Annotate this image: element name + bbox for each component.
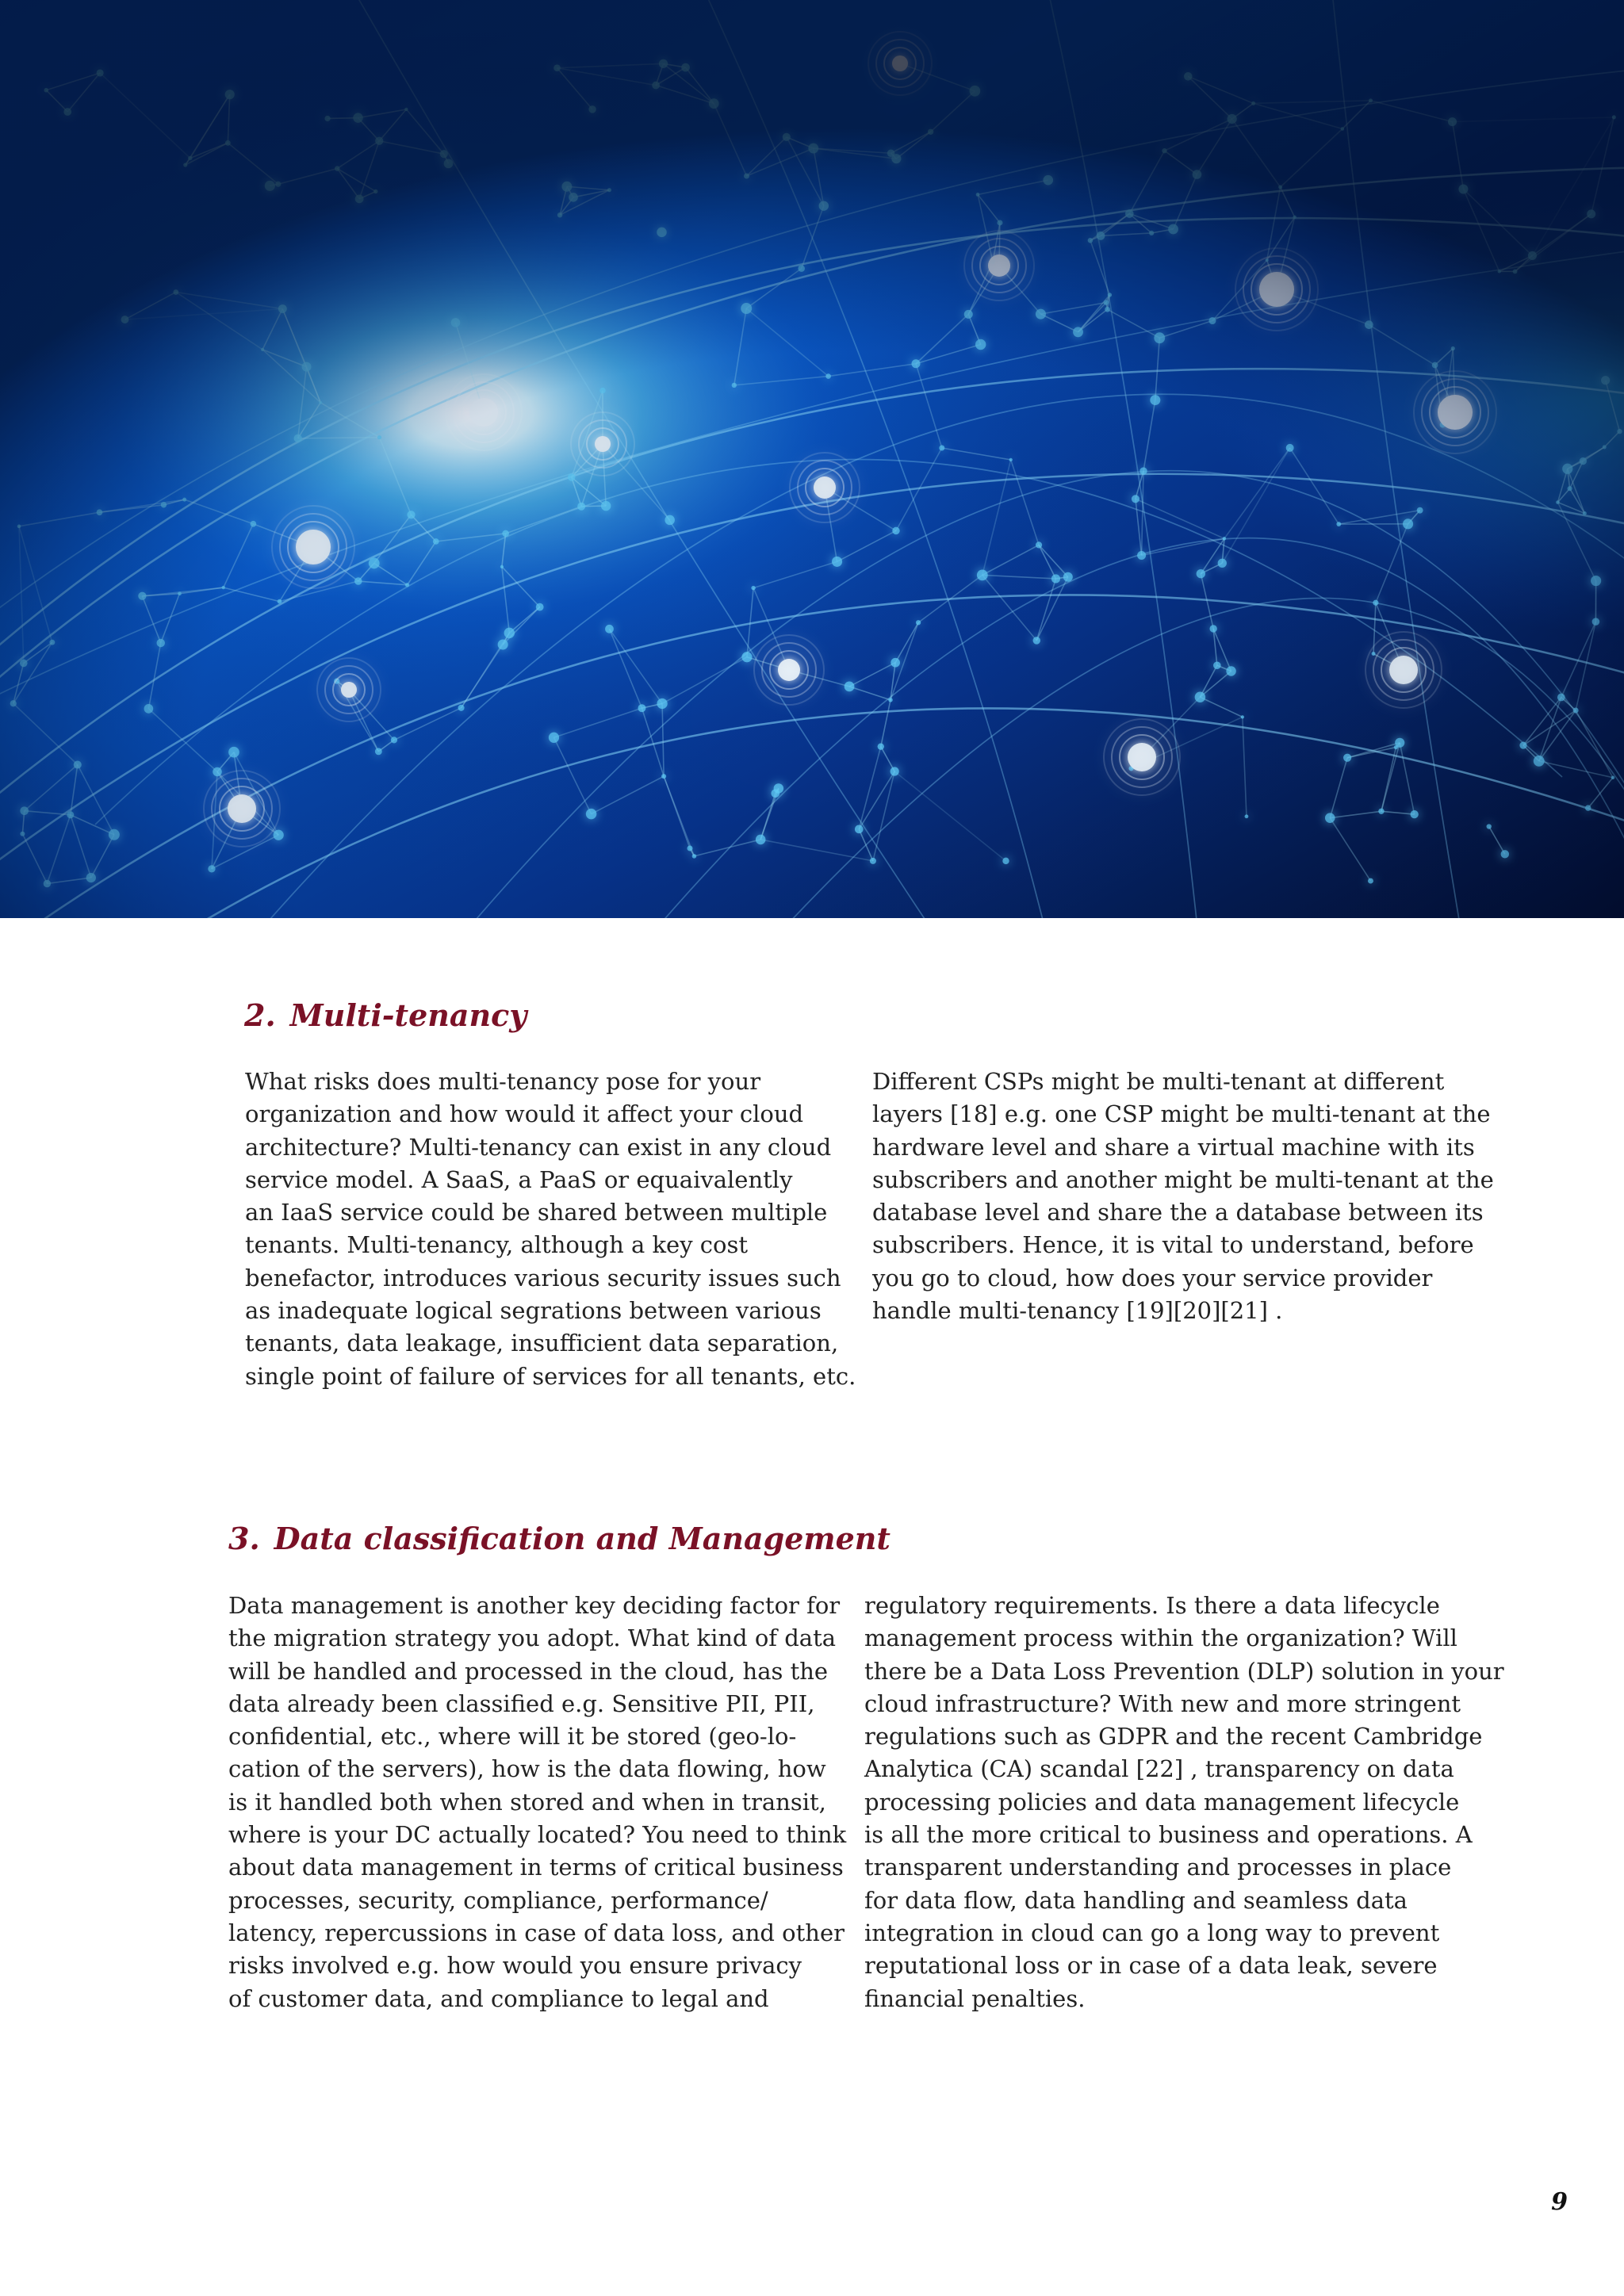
- text-line: the migration strategy you adopt. What kind of data: [228, 1624, 837, 1652]
- text-line: latency, repercussions in case of data loss, and other: [228, 1919, 845, 1946]
- text-line: cation of the servers), how is the data flowing, how: [228, 1755, 826, 1783]
- text-line: hardware level and share a virtual machine with its: [872, 1133, 1475, 1161]
- data-classification-left-column: [228, 1590, 847, 2015]
- text-line: transparent understanding and processes in place: [864, 1854, 1452, 1881]
- text-line: there be a Data Loss Prevention (DLP) solution in your: [864, 1657, 1504, 1685]
- text-line: Different CSPs might be multi-tenant at different: [872, 1068, 1445, 1095]
- page-number: 9: [1551, 2188, 1568, 2216]
- text-line: processing policies and data management lifecycle: [864, 1788, 1460, 1816]
- text-line: benefactor, introduces various security issues such: [245, 1264, 841, 1292]
- text-line: for data flow, data handling and seamless data: [864, 1886, 1408, 1914]
- text-line: is it handled both when stored and when in transit,: [228, 1788, 826, 1816]
- multi-tenancy-right-column: [872, 1066, 1494, 1327]
- text-line: handle multi-tenancy [19][20][21] .: [872, 1297, 1283, 1325]
- text-line: database level and share the a database between its: [872, 1199, 1484, 1226]
- text-line: integration in cloud can go a long way to prevent: [864, 1919, 1440, 1946]
- text-line: management process within the organization? Will: [864, 1624, 1457, 1652]
- section-heading-multi-tenancy: [244, 995, 527, 1036]
- text-line: Analytica (CA) scandal [22] , transparency on data: [864, 1755, 1454, 1783]
- section-heading-data-classification: [228, 1518, 891, 1559]
- section-title: Data classification and Management: [274, 1521, 891, 1556]
- text-line: as inadequate logical segrations between various: [245, 1297, 822, 1325]
- data-classification-right-column: [864, 1590, 1504, 2015]
- text-line: an IaaS service could be shared between multiple: [245, 1199, 828, 1226]
- text-line: regulatory requirements. Is there a data lifecycle: [864, 1592, 1440, 1619]
- text-line: processes, security, compliance, performance/: [228, 1886, 768, 1914]
- text-line: layers [18] e.g. one CSP might be multi-tenant at the: [872, 1100, 1491, 1128]
- text-line: you go to cloud, how does your service provider: [872, 1264, 1433, 1292]
- text-line: tenants, data leakage, insufficient data separation,: [245, 1330, 839, 1357]
- text-line: service model. A SaaS, a PaaS or equaivalently: [245, 1165, 793, 1193]
- text-line: is all the more critical to business and operations. A: [864, 1821, 1473, 1849]
- section-title: Multi-tenancy: [289, 997, 527, 1033]
- text-line: confidential, etc., where will it be stored (geo-lo-: [228, 1723, 797, 1751]
- text-line: subscribers. Hence, it is vital to understand, before: [872, 1231, 1474, 1259]
- section-number: 3.: [228, 1521, 260, 1556]
- text-line: single point of failure of services for all tenants, etc.: [245, 1362, 856, 1390]
- network-globe-image: [0, 0, 1624, 918]
- text-line: about data management in terms of critical business: [228, 1854, 844, 1881]
- text-line: risks involved e.g. how would you ensure privacy: [228, 1952, 802, 1980]
- text-line: will be handled and processed in the cloud, has the: [228, 1657, 829, 1685]
- text-line: data already been classified e.g. Sensitive PII, PII,: [228, 1689, 815, 1717]
- text-line: financial penalties.: [864, 1984, 1086, 2012]
- text-line: reputational loss or in case of a data leak, severe: [864, 1952, 1438, 1980]
- text-line: Data management is another key deciding factor for: [228, 1592, 841, 1619]
- section-number: 2.: [244, 997, 276, 1033]
- text-line: regulations such as GDPR and the recent Cambridge: [864, 1723, 1483, 1751]
- multi-tenancy-left-column: [245, 1066, 856, 1393]
- text-line: cloud infrastructure? With new and more stringent: [864, 1689, 1461, 1717]
- text-line: architecture? Multi-tenancy can exist in any cloud: [245, 1133, 832, 1161]
- text-line: organization and how would it affect your cloud: [245, 1100, 804, 1128]
- text-line: What risks does multi-tenancy pose for your: [245, 1068, 761, 1095]
- text-line: of customer data, and compliance to legal and: [228, 1984, 769, 2012]
- text-line: tenants. Multi-tenancy, although a key cost: [245, 1231, 749, 1259]
- text-line: where is your DC actually located? You need to think: [228, 1821, 847, 1849]
- network-globe-illustration: [0, 0, 1624, 918]
- text-line: subscribers and another might be multi-tenant at the: [872, 1165, 1494, 1193]
